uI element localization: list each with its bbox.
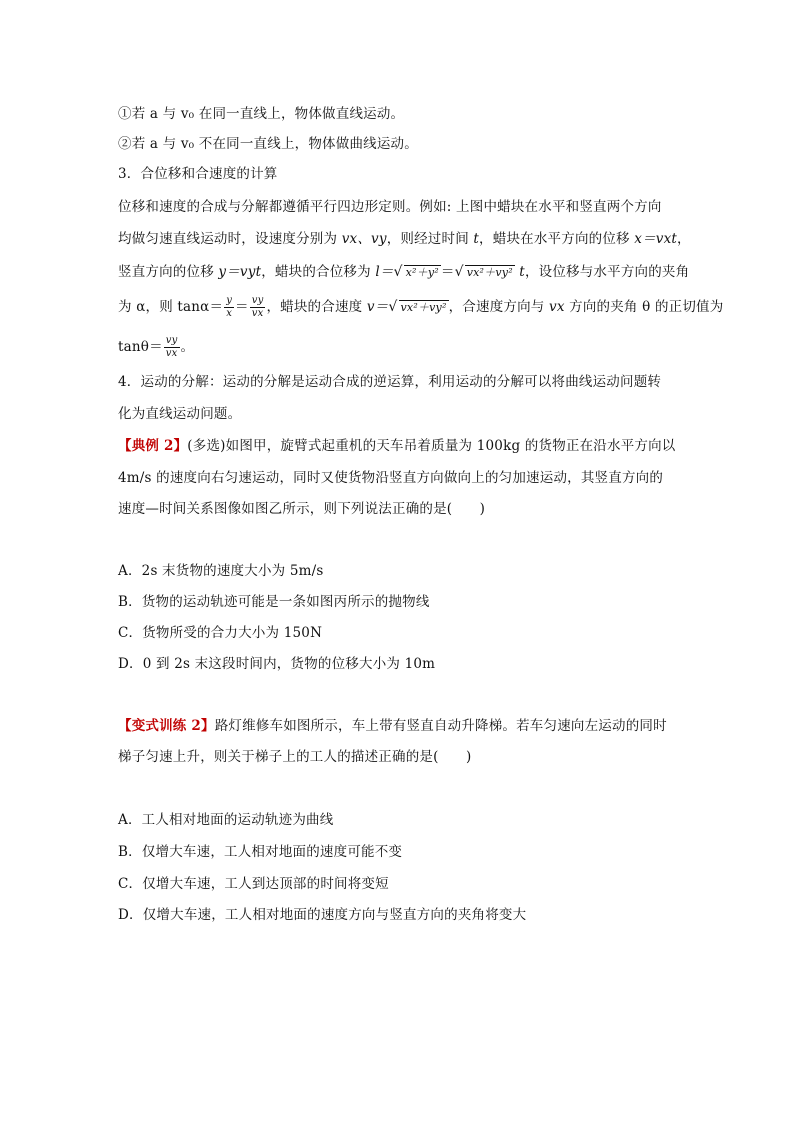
fraction-denominator: vx — [251, 308, 264, 319]
text-segment: 竖直方向的位移 — [118, 264, 219, 280]
fraction — [250, 295, 266, 320]
practice-2-stem-1 — [118, 716, 667, 736]
practice-2-stem-2: 梯子匀速上升，则关于梯子上的工人的描述正确的是( ) — [118, 749, 472, 765]
text-line-4: 位移和速度的合成与分解都遵循平行四边形定则。例如: 上图中蜡块在水平和竖直两个方向 — [118, 199, 662, 215]
example-2-option-a: A．2s 末货物的速度大小为 5m/s — [118, 563, 324, 579]
example-2-option-c: C．货物所受的合力大小为 150N — [118, 625, 323, 641]
math-y-eq: y＝vyt — [218, 264, 262, 280]
text-segment: ，设位移与水平方向的夹角 — [524, 264, 690, 280]
text-segment: ，蜡块在水平方向的位移 — [479, 231, 635, 247]
practice-2-option-a: A．工人相对地面的运动轨迹为曲线 — [118, 812, 334, 828]
text-line-6 — [118, 262, 689, 282]
example-2-stem-1 — [118, 436, 676, 456]
text-line-2: ②若 a 与 v₀ 不在同一直线上，物体做曲线运动。 — [118, 136, 418, 152]
practice-stem: 路灯维修车如图所示，车上带有竖直自动升降梯。若车匀速向左运动的同时 — [214, 718, 667, 734]
practice-2-option-d: D．仅增大车速，工人相对地面的速度方向与竖直方向的夹角将变大 — [118, 907, 527, 923]
math-l-eq: l＝ — [375, 264, 394, 280]
sqrt-icon: √ — [393, 264, 403, 280]
fraction — [224, 295, 234, 320]
text-segment: ，合速度方向与 — [448, 299, 549, 315]
math-radicand: x²＋y² — [405, 266, 439, 279]
sqrt-icon: √ — [388, 299, 398, 315]
sqrt-icon: √ — [454, 264, 464, 280]
example-stem: (多选)如图甲，旋臂式起重机的天车吊着质量为 100kg 的货物正在沿水平方向以 — [187, 438, 676, 454]
section-heading-4: 4．运动的分解：运动的分解是运动合成的逆运算，利用运动的分解可以将曲线运动问题转 — [118, 374, 662, 390]
math-vx-vy: vx、vy — [341, 231, 387, 247]
text-segment: 为 α，则 tanα＝ — [118, 299, 224, 315]
fraction-denominator: vx — [165, 348, 178, 359]
text-segment: 。 — [180, 339, 195, 355]
practice-tag: 【变式训练 2】 — [118, 718, 215, 734]
example-2-option-d: D．0 到 2s 末这段时间内，货物的位移大小为 10m — [118, 656, 436, 672]
example-2-option-b: B．货物的运动轨迹可能是一条如图丙所示的抛物线 — [118, 594, 430, 610]
example-2-stem-2: 4m/s 的速度向右匀速运动，同时又使货物沿竖直方向做向上的匀加速运动，其竖直方向的 — [118, 470, 664, 486]
text-segment: 方向的夹角 θ 的正切值为 — [564, 299, 724, 315]
text-line-8 — [118, 334, 194, 360]
section-heading-3: 3．合位移和合速度的计算 — [118, 166, 278, 182]
text-line-5: 均做匀速直线运动时，设速度分别为 vx、vy，则经过时间 t，蜡块在水平方向的位移 x＝vxt， — [118, 231, 691, 247]
text-segment: ，蜡块的合位移为 — [261, 264, 376, 280]
math-x-eq: x＝vxt — [634, 231, 678, 247]
fraction-numerator: vy — [251, 295, 264, 306]
text-segment: 均做匀速直线运动时，设速度分别为 — [118, 231, 342, 247]
math-t: t — [514, 264, 525, 280]
example-tag: 【典例 2】 — [118, 438, 188, 454]
text-segment: tanθ＝ — [118, 339, 163, 355]
text-line-1: ①若 a 与 v₀ 在同一直线上，物体做直线运动。 — [118, 106, 405, 122]
math-eq: ＝ — [235, 299, 249, 315]
text-segment: ，则经过时间 — [386, 231, 474, 247]
math-radicand: vx²＋vy² — [466, 266, 513, 279]
math-vx: vx — [549, 299, 565, 315]
math-t: t — [473, 231, 480, 247]
text-line-10: 化为直线运动问题。 — [118, 406, 242, 422]
text-segment: ，蜡块的合速度 — [266, 299, 367, 315]
fraction-denominator: x — [226, 308, 233, 319]
practice-2-option-c: C．仅增大车速，工人到达顶部的时间将变短 — [118, 876, 389, 892]
fraction-numerator: y — [226, 295, 233, 306]
math-v-eq: v＝ — [366, 299, 389, 315]
practice-2-option-b: B．仅增大车速，工人相对地面的速度可能不变 — [118, 844, 403, 860]
example-2-stem-3: 速度—时间关系图像如图乙所示，则下列说法正确的是( ) — [118, 501, 486, 517]
fraction — [164, 335, 180, 360]
math-radicand: vx²＋vy² — [400, 301, 447, 314]
math-eq: ＝ — [440, 264, 455, 280]
fraction-numerator: vy — [165, 335, 178, 346]
text-line-7 — [118, 294, 723, 320]
